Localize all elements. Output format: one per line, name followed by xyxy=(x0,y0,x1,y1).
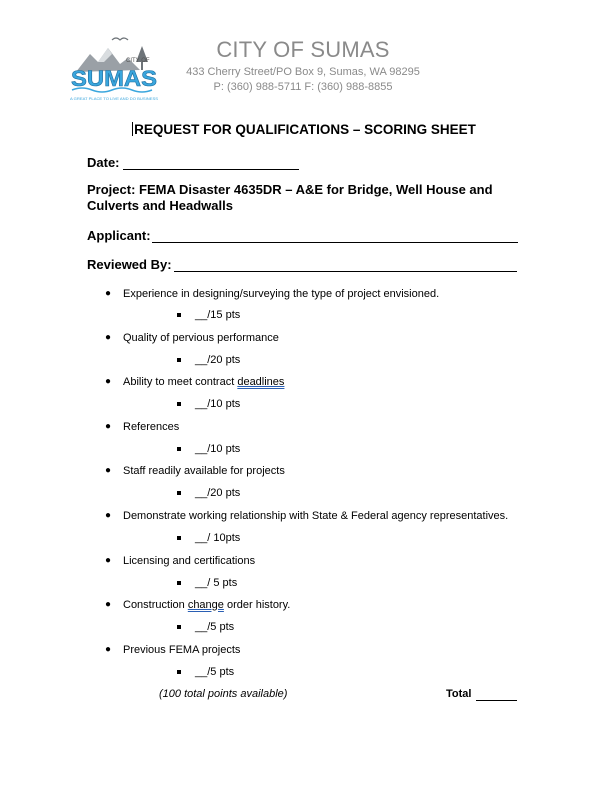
city-name: CITY OF SUMAS xyxy=(216,37,390,62)
square-bullet xyxy=(177,402,181,406)
points-licensing: __/ 5 pts xyxy=(195,577,238,589)
date-line[interactable] xyxy=(123,169,299,170)
points-staff: __/20 pts xyxy=(195,487,241,499)
total-label: Total xyxy=(446,688,472,700)
points-quality: __/20 pts xyxy=(195,354,241,366)
bullet: ● xyxy=(105,644,112,655)
square-bullet xyxy=(177,536,181,540)
city-logo xyxy=(68,32,162,104)
reviewed-by-label: Reviewed By: xyxy=(87,257,172,272)
bullet: ● xyxy=(105,332,112,343)
bullet: ● xyxy=(105,376,112,387)
criterion-fema: Previous FEMA projects xyxy=(123,644,241,656)
project-block xyxy=(87,182,507,214)
bullet: ● xyxy=(105,465,112,476)
square-bullet xyxy=(177,670,181,674)
bullet: ● xyxy=(105,288,112,299)
criterion-experience: Experience in designing/surveying the type of project envisioned. xyxy=(123,288,440,300)
total-line[interactable] xyxy=(476,700,517,701)
logo-tagline: A GREAT PLACE TO LIVE AND DO BUSINESS xyxy=(70,97,159,101)
criterion-change-order xyxy=(123,599,290,611)
criterion-text: Construction xyxy=(123,599,188,611)
square-bullet xyxy=(177,447,181,451)
applicant-label: Applicant: xyxy=(87,228,151,243)
criterion-text: order history. xyxy=(223,599,291,611)
points-change-order: __/5 pts xyxy=(195,621,235,633)
square-bullet xyxy=(177,491,181,495)
square-bullet xyxy=(177,625,181,629)
total-points-note: (100 total points available) xyxy=(159,688,288,700)
applicant-line[interactable] xyxy=(152,242,518,243)
criterion-staff: Staff readily available for projects xyxy=(123,465,285,477)
city-address: 433 Cherry Street/PO Box 9, Sumas, WA 98295 xyxy=(186,66,420,78)
bullet: ● xyxy=(105,421,112,432)
criterion-relationship: Demonstrate working relationship with State & Federal agency representatives. xyxy=(123,510,509,522)
points-deadlines: __/10 pts xyxy=(195,398,241,410)
project-label: Project: xyxy=(87,182,136,197)
bullet: ● xyxy=(105,599,112,610)
spellcheck-word[interactable]: deadlines xyxy=(237,376,285,388)
title-text: REQUEST FOR QUALIFICATIONS – SCORING SHEET xyxy=(134,122,476,137)
bullet: ● xyxy=(105,555,112,566)
project-text: FEMA Disaster 4635DR – A&E for Bridge, Well House and Culverts and Headwalls xyxy=(87,182,493,213)
text-cursor xyxy=(132,122,133,136)
points-relationship: __/ 10pts xyxy=(195,532,241,544)
criterion-licensing: Licensing and certifications xyxy=(123,555,256,567)
reviewed-by-line[interactable] xyxy=(174,271,517,272)
city-phone: P: (360) 988-5711 F: (360) 988-8855 xyxy=(213,81,393,93)
points-fema: __/5 pts xyxy=(195,666,235,678)
square-bullet xyxy=(177,581,181,585)
date-label: Date: xyxy=(87,155,120,170)
bullet: ● xyxy=(105,510,112,521)
document-title xyxy=(0,122,608,137)
logo-wordmark: SUMAS xyxy=(71,66,157,91)
criterion-references: References xyxy=(123,421,180,433)
criterion-deadlines xyxy=(123,376,284,388)
spellcheck-word[interactable]: change xyxy=(187,599,224,611)
criterion-text: Ability to meet contract xyxy=(123,376,238,388)
points-references: __/10 pts xyxy=(195,443,241,455)
square-bullet xyxy=(177,313,181,317)
logo-top-text: CITY OF xyxy=(126,58,150,64)
square-bullet xyxy=(177,358,181,362)
criterion-quality: Quality of pervious performance xyxy=(123,332,279,344)
points-experience: __/15 pts xyxy=(195,309,241,321)
